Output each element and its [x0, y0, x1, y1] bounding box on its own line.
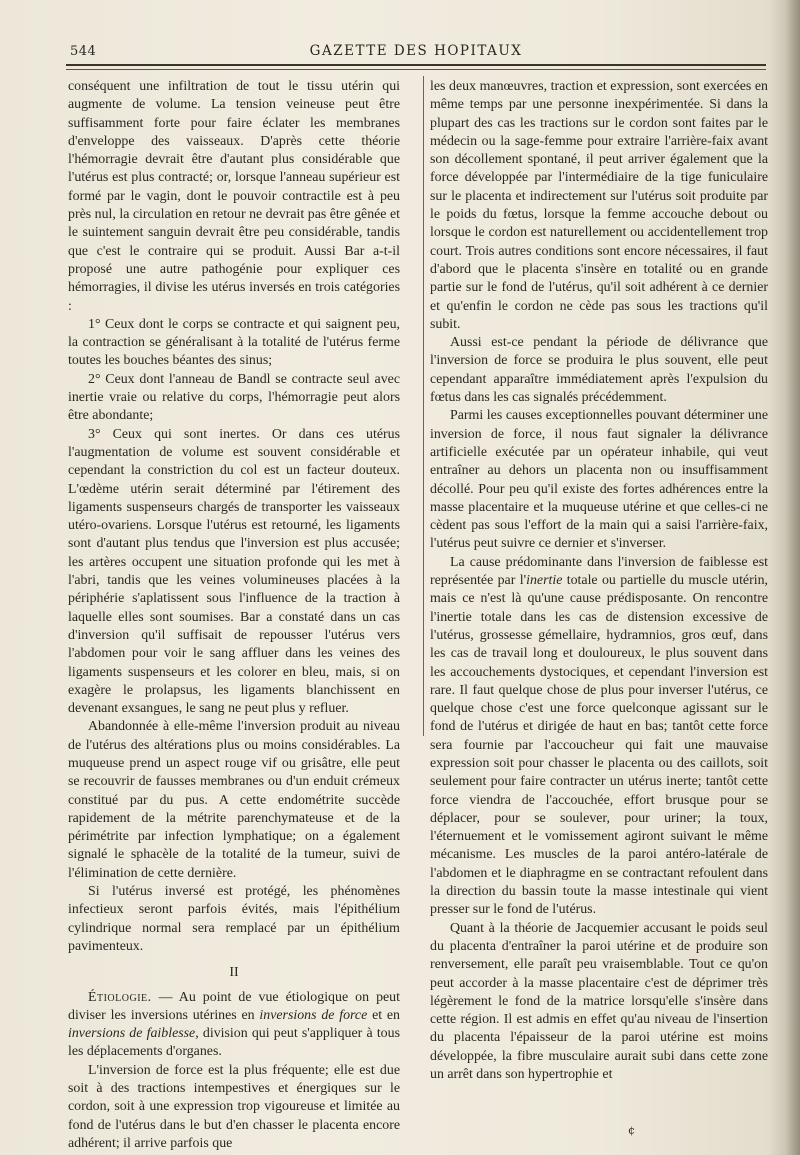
page-number: 544 [70, 44, 97, 59]
paragraph: 1° Ceux dont le corps se contracte et qui saignent peu, la contraction se généralisant à la totalité de l'utérus ferme toutes les bouches béantes des sinus; [68, 316, 400, 369]
paragraph: Aussi est-ce pendant la période de délivrance que l'inversion de force se produira le plus souvent, elle peut cependant apparaître immédiatement après l'expulsion du fœtus dans les cas signalés précédemment. [430, 335, 768, 406]
paragraph: Quant à la théorie de Jacquemier accusant le poids seul du placenta d'entraîner la paroi utérine et de produire son renversement, elle paraît peu vraisemblable. Tout ce qu'on peut accorder à la masse placentaire c'est de déprimer très légèrement le fond de la matrice lorsqu'elle s'insère dans cette région. Il est admis en effet qu'au niveau de l'insertion du placenta l'épaisseur de la paroi utérine est moins développée, la fibre musculaire aurait subi dans cette zone un arrêt dans son hypertrophie et [430, 920, 768, 1083]
page-header [66, 40, 766, 64]
column-separator [423, 76, 424, 736]
emphasis: inertie [526, 573, 563, 589]
printer-mark: ¢ [628, 1124, 635, 1137]
left-column [68, 78, 400, 1153]
paragraph: 3° Ceux qui sont inertes. Or dans ces utérus l'augmentation de volume est souvent considérable et cependant la constriction du col est un facteur douteux. L'œdème utérin serait déterminé par l'étirement des ligaments suspenseurs chargés de transporter les vaisseaux utéro-ovariens. Lorsque l'utérus est retourné, les ligaments sont d'autant plus tendus que l'inversion est plus accusée; les artères occupent une situation profonde qui les met à l'abri, tandis que les veines volumineuses placées à la périphérie s'aplatissent sous l'influence de la traction à laquelle elles sont soumises. Bar a constaté dans un cas d'inversion qu'il suffisait de repousser l'utérus vers l'abdomen pour voir le sang affluer dans les veines des ligaments suspenseurs et les colorer en bleu, mais, si on exagère le prolapsus, les ligaments blanchissent en devenant exsangues, le sang ne peut plus y refluer. [68, 426, 400, 717]
header-rule-thin [66, 69, 766, 70]
paragraph: Si l'utérus inversé est protégé, les phénomènes infectieux seront parfois évités, mais l'épithélium cylindrique normal sera remplacé par un épithélium pavimenteux. [68, 884, 400, 954]
page-edge-shadow [786, 0, 800, 1155]
paragraph: L'inversion de force est la plus fréquente; elle est due soit à des tractions intempestives et énergiques sur le cordon, soit à une expression trop vigoureuse et limitée au fond de l'utérus dans le but d'en chasser le placenta encore adhérent; il arrive parfois que [68, 1062, 400, 1151]
section-heading: Étiologie. [88, 989, 152, 1005]
emphasis: inversions de faiblesse [68, 1026, 196, 1042]
paragraph: les deux manœuvres, traction et expression, sont exercées en même temps par une personne inexpérimentée. Si dans la plupart des cas les tractions sur le cordon sont faites par le médecin ou la sage-femme pour extraire l'arrière-faix avant son décollement spontané, il peut arriver également que la force développée par l'intermédiaire de la tige funiculaire sur le placenta et indirectement sur l'utérus soit produite par le poids du fœtus, lorsque la femme accouche debout ou lorsque le cordon est naturellement ou accidentellement trop court. Trois autres conditions sont encore nécessaires, il faut d'abord que le placenta s'insère en totalité ou en grande partie sur le fond de l'utérus, qu'il soit adhérent à ce dernier et qu'enfin le cordon ne cède pas sous les tractions qu'il subit. [430, 79, 768, 332]
paragraph: Abandonnée à elle-même l'inversion produit au niveau de l'utérus des altérations plus ou moins considérables. La muqueuse prend un aspect rouge vif ou grisâtre, elle peut se recouvrir de fausses membranes ou d'un enduit crémeux constitué par du pus. A cette endométrite succède rapidement de la métrite parenchymateuse et de la périmétrite par infection lymphatique; on a également signalé le sphacèle de la totalité de la tumeur, suivi de l'élimination de cette dernière. [68, 719, 400, 881]
text-run: La cause prédominante dans l'inversion de faiblesse est représentée par l' [430, 554, 768, 589]
text-run: Au point de vue étiologique on peut diviser les inversions utérines en [68, 989, 400, 1023]
text-run: , division qui peut s'appliquer à tous les déplacements d'organes. [68, 1026, 400, 1060]
header-rule-thick [66, 64, 766, 66]
right-column [430, 78, 768, 1084]
paragraph [68, 989, 400, 1062]
text-run: totale ou partielle du muscle utérin, mais ce n'est là qu'une cause prédisposante. On rencontre l'inertie totale dans les cas de distension excessive de l'utérus, grossesse gémellaire, hydramnios, gros œuf, dans les cas de travail long et douloureux, le plus souvent dans les accouchements dystociques, et cependant l'inversion est rare. Il faut quelque chose de plus pour inverser l'utérus, ce quelque chose c'est une force quelconque agissant sur le fond de l'utérus et dirigée de haut en bas; tantôt cette force sera fournie par l'accoucheur qui fait une mauvaise expression soit pour chasser le placenta ou des caillots, soit seulement pour faire contracter un utérus inerte; tantôt cette force viendra de l'accouchée, effort brusque pour se déplacer, pour se soulever, pour uriner; la toux, l'éternuement et le vomissement agiront suivant le même mécanisme. Les muscles de la paroi antéro-latérale de l'abdomen et le diaphragme en se contractant refoulent dans la direction du bassin toute la masse intestinale qui vient presser sur le fond de l'utérus. [430, 573, 768, 918]
journal-title: GAZETTE DES HOPITAUX [309, 43, 523, 59]
heading-dash: — [151, 989, 179, 1005]
paragraph: 2° Ceux dont l'anneau de Bandl se contracte seul avec inertie vraie ou relative du corps, l'hémorragie peut alors être abondante; [68, 371, 400, 424]
section-number: II [229, 965, 239, 981]
text-run: et en [367, 1007, 400, 1023]
paragraph: Parmi les causes exceptionnelles pouvant déterminer une inversion de force, il nous faut signaler la délivrance artificielle exécutée par un opérateur inhabile, qui veut entraîner au dehors un placenta non ou insuffisamment décollé. Pour peu qu'il existe des fortes adhérences entre la masse placentaire et la muqueuse utérine et que celles-ci ne cèdent pas sous l'effort de la main qui a saisi l'arrière-faix, l'utérus peut suivre ce dernier et s'inverser. [430, 408, 768, 552]
paragraph: conséquent une infiltration de tout le tissu utérin qui augmente de volume. La tension veineuse peut être suffisamment forte pour faire éclater les membranes d'enveloppe des vaisseaux. D'après cette théorie l'hémorragie devrait être d'autant plus considérable que l'utérus est plus contracté; or, lorsque l'anneau supérieur est formé par le vagin, dont le pouvoir contractile est à peu près nul, la circulation en retour ne devrait pas être gênée et le suintement sanguin devrait être peu considérable, tandis que c'est le contraire qui se produit. Aussi Bar a-t-il proposé une autre pathogénie pour expliquer ces hémorragies, il divise les utérus inversés en trois catégories : [68, 79, 400, 314]
paragraph [430, 554, 768, 920]
emphasis: inversions de force [259, 1007, 368, 1023]
